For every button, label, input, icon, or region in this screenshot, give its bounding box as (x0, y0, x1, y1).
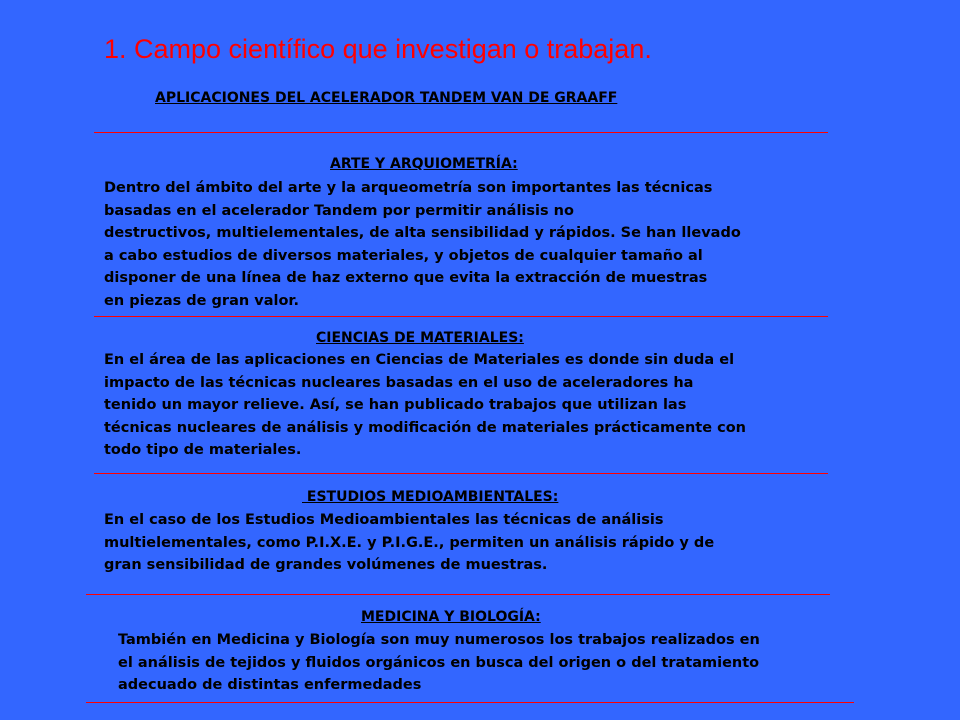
text-line: adecuado de distintas enfermedades (118, 677, 422, 693)
divider-bottom (86, 702, 854, 703)
divider-3 (86, 594, 830, 595)
text-line: impacto de las técnicas nucleares basadas en el uso de aceleradores ha (104, 374, 694, 391)
divider-1 (94, 316, 828, 317)
slide-subtitle: APLICACIONES DEL ACELERADOR TANDEM VAN DE GRAAFF (155, 90, 618, 106)
section-body-materiales (104, 349, 746, 462)
section-body-medioambientales (104, 509, 714, 577)
text-line: el análisis de tejidos y fluidos orgánicos en busca del origen o del tratamiento (118, 654, 760, 671)
text-line: técnicas nucleares de análisis y modificación de materiales prácticamente con (104, 419, 746, 436)
text-line: todo tipo de materiales. (104, 442, 302, 458)
text-line: disponer de una línea de haz externo que evita la extracción de muestras (104, 270, 708, 286)
section-body-arte (104, 177, 741, 312)
section-heading-medicina: MEDICINA Y BIOLOGÍA: (361, 609, 541, 625)
text-line: a cabo estudios de diversos materiales, y objetos de cualquier tamaño al (104, 247, 703, 264)
text-line: En el caso de los Estudios Medioambientales las técnicas de análisis (104, 512, 664, 528)
section-body-medicina (118, 629, 760, 697)
section-heading-materiales: CIENCIAS DE MATERIALES: (316, 330, 524, 346)
slide-title: 1. Campo científico que investigan o trabajan. (104, 34, 652, 64)
divider-2 (94, 473, 828, 474)
text-line: En el área de las aplicaciones en Ciencias de Materiales es donde sin duda el (104, 352, 735, 368)
text-line: multielementales, como P.I.X.E. y P.I.G.E., permiten un análisis rápido y de (104, 534, 715, 551)
section-heading-arte: ARTE Y ARQUIOMETRÍA: (330, 156, 518, 172)
text-line: en piezas de gran valor. (104, 292, 299, 309)
text-line: También en Medicina y Biología son muy numerosos los trabajos realizados en (118, 632, 760, 648)
section-heading-medioambientales: ESTUDIOS MEDIOAMBIENTALES: (302, 489, 559, 505)
text-line: destructivos, multielementales, de alta sensibilidad y rápidos. Se han llevado (104, 225, 741, 241)
text-line: basadas en el acelerador Tandem por permitir análisis no (104, 202, 574, 219)
text-line: Dentro del ámbito del arte y la arqueometría son importantes las técnicas (104, 180, 713, 196)
divider-top (94, 132, 828, 133)
text-line: gran sensibilidad de grandes volúmenes de muestras. (104, 557, 548, 573)
text-line: tenido un mayor relieve. Así, se han publicado trabajos que utilizan las (104, 397, 687, 413)
